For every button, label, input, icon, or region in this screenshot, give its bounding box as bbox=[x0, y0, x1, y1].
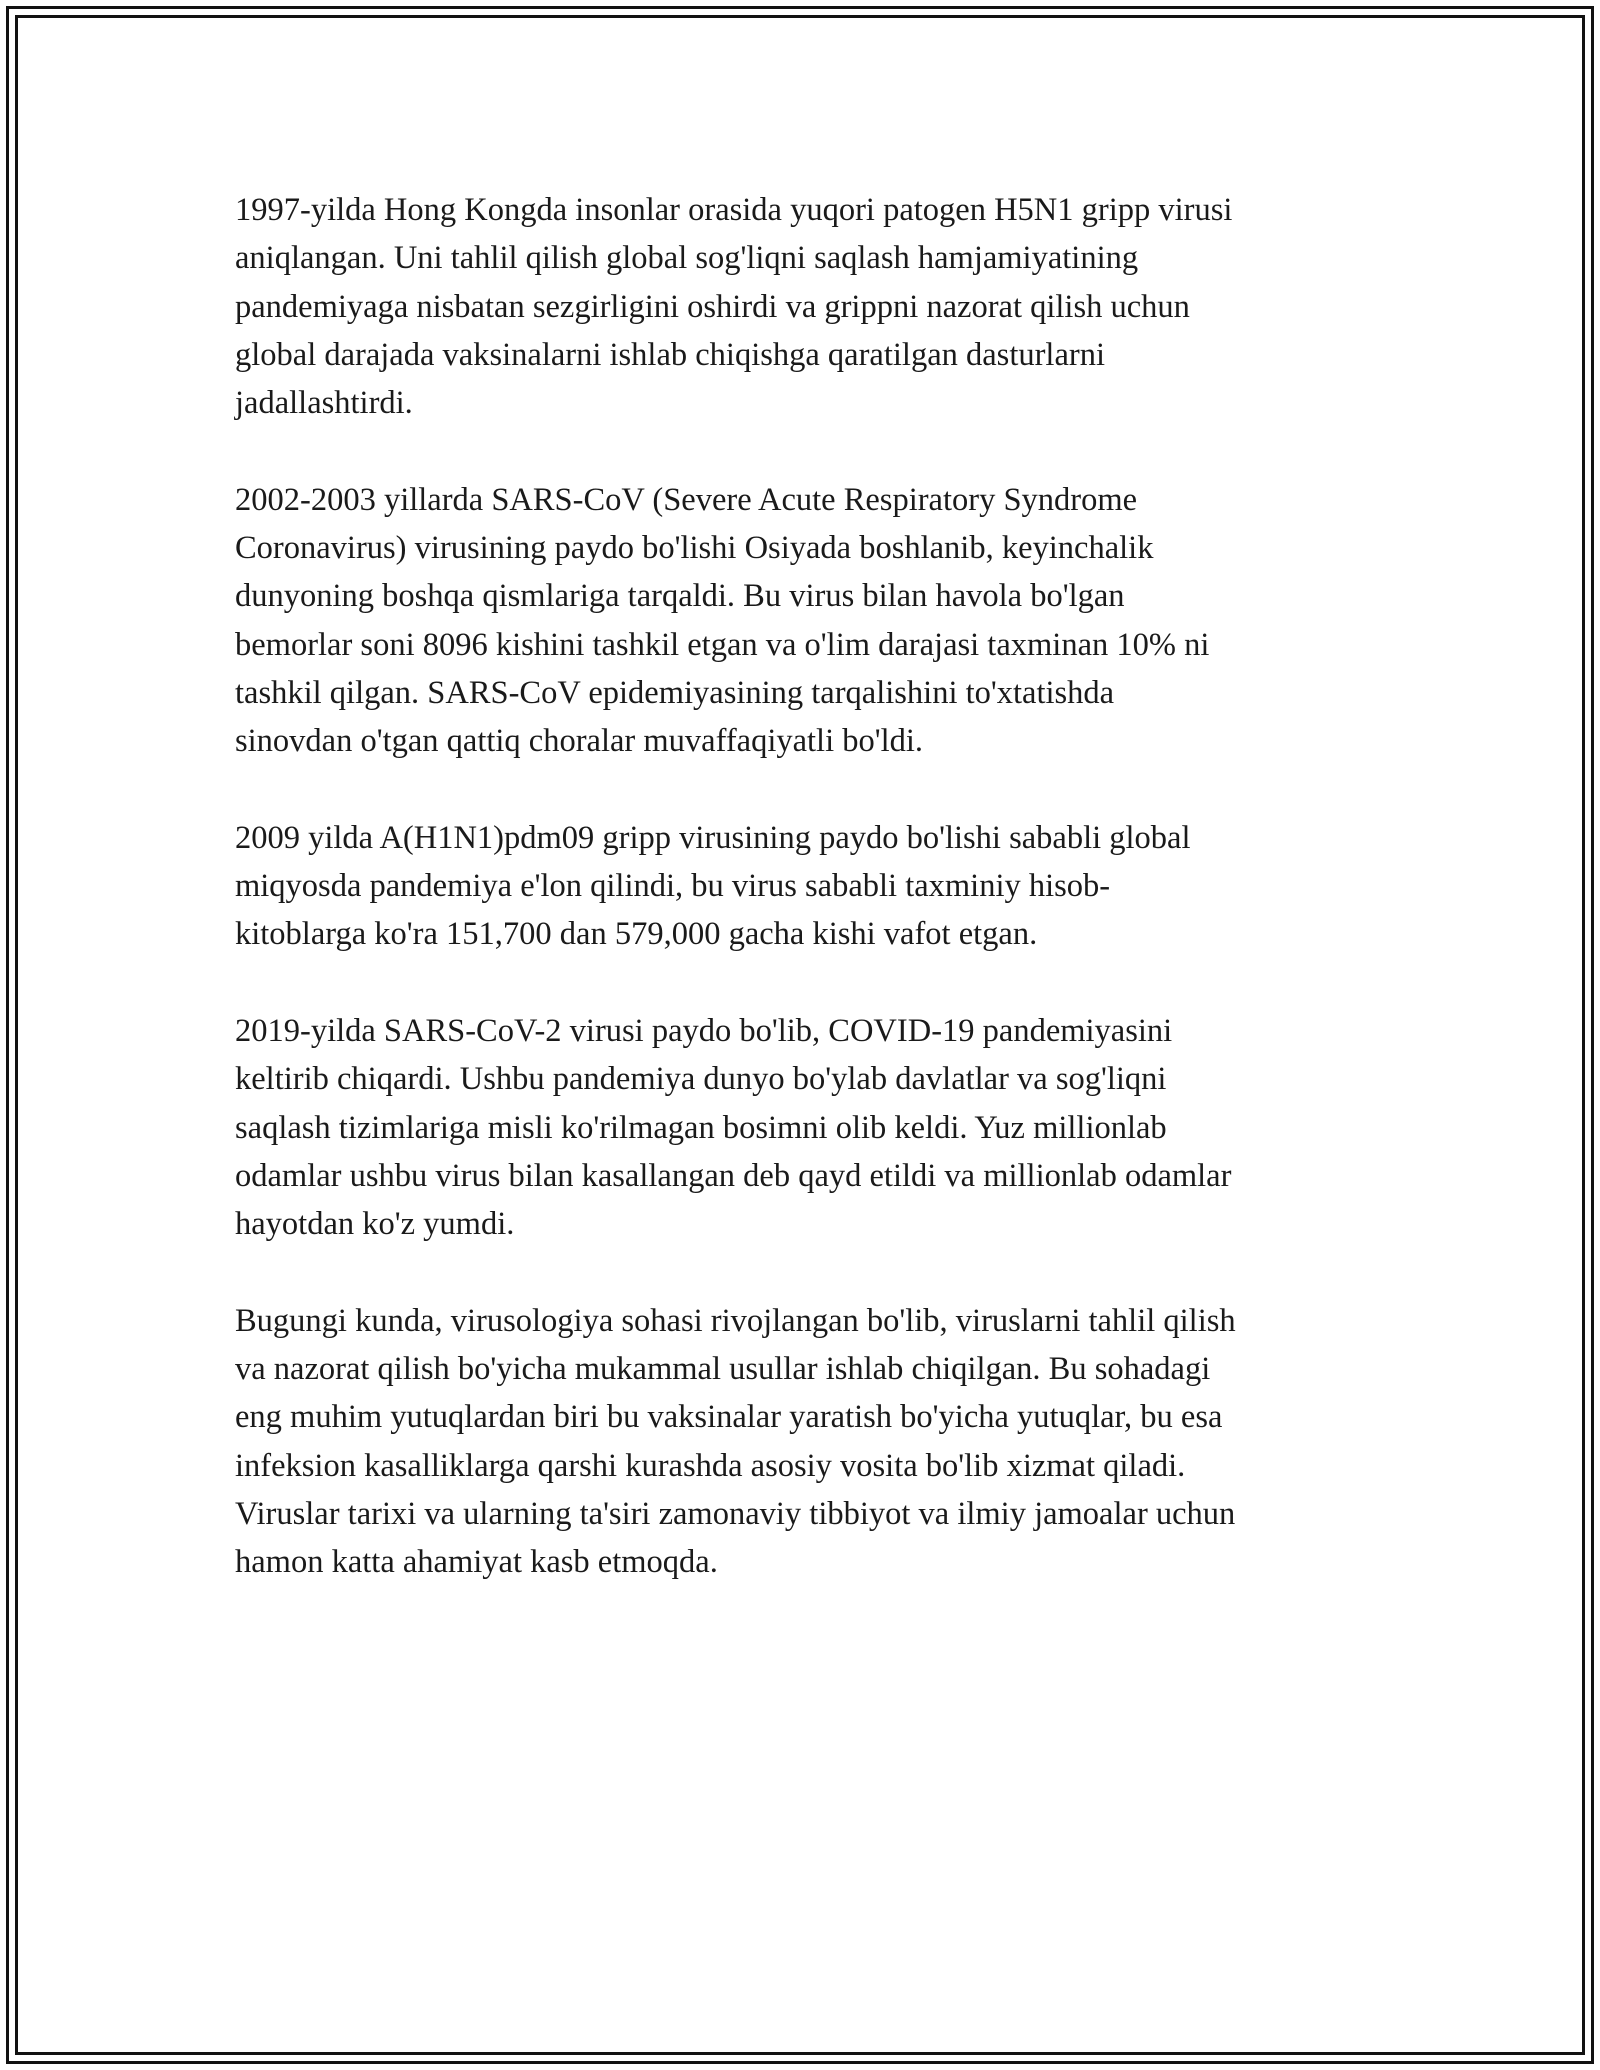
paragraph-h1n1-2009: 2009 yilda A(H1N1)pdm09 gripp virusining paydo bo'lishi sababli global miqyosda pandemiya e'lon qilindi, bu virus sababli taxminiy hisob- kitoblarga ko'ra 151,700 dan 579,000 gacha kishi vafot etgan. bbox=[235, 819, 1191, 953]
paragraph-virology-today: Bugungi kunda, virusologiya sohasi rivojlangan bo'lib, viruslarni tahlil qilish va nazorat qilish bo'yicha mukammal usullar ishlab chiqilgan. Bu sohadagi eng muhim yutuqlardan biri bu vaksinalar yaratish bo'yicha yutuqlar, bu esa infeksion kasalliklarga qarshi kurashda asosiy vosita bo'lib xizmat qiladi. Viruslar tarixi va ularning ta'siri zamonaviy tibbiyot va ilmiy jamoalar uchun hamon katta ahamiyat kasb etmoqda. bbox=[235, 1302, 1236, 1581]
paragraph-sars-cov-2002: 2002-2003 yillarda SARS-CoV (Severe Acute Respiratory Syndrome Coronavirus) virusining paydo bo'lishi Osiyada boshlanib, keyinchalik dunyoning boshqa qismlariga tarqaldi. Bu virus bilan havola bo'lgan bemorlar soni 8096 kishini tashkil etgan va o'lim darajasi taxminan 10% ni tashkil qilgan. SARS-CoV epidemiyasining tarqalishini to'xtatishda sinovdan o'tgan qattiq choralar muvaffaqiyatli bo'ldi. bbox=[235, 481, 1210, 760]
paragraph-covid-2019: 2019-yilda SARS-CoV-2 virusi paydo bo'lib, COVID-19 pandemiyasini keltirib chiqardi. Ushbu pandemiya dunyo bo'ylab davlatlar va sog'liqni saqlash tizimlariga misli ko'rilmagan bosimni olib keldi. Yuz millionlab odamlar ushbu virus bilan kasallangan deb qayd etildi va millionlab odamlar hayotdan ko'z yumdi. bbox=[235, 1013, 1232, 1243]
document-body bbox=[235, 186, 1380, 1635]
paragraph-h5n1-1997: 1997-yilda Hong Kongda insonlar orasida yuqori patogen H5N1 gripp virusi aniqlangan. Uni tahlil qilish global sog'liqni saqlash hamjamiyatining pandemiyaga nisbatan sezgirligini oshirdi va grippni nazorat qilish uchun global darajada vaksinalarni ishlab chiqishga qaratilgan dasturlarni jadallashtirdi. bbox=[235, 192, 1233, 422]
